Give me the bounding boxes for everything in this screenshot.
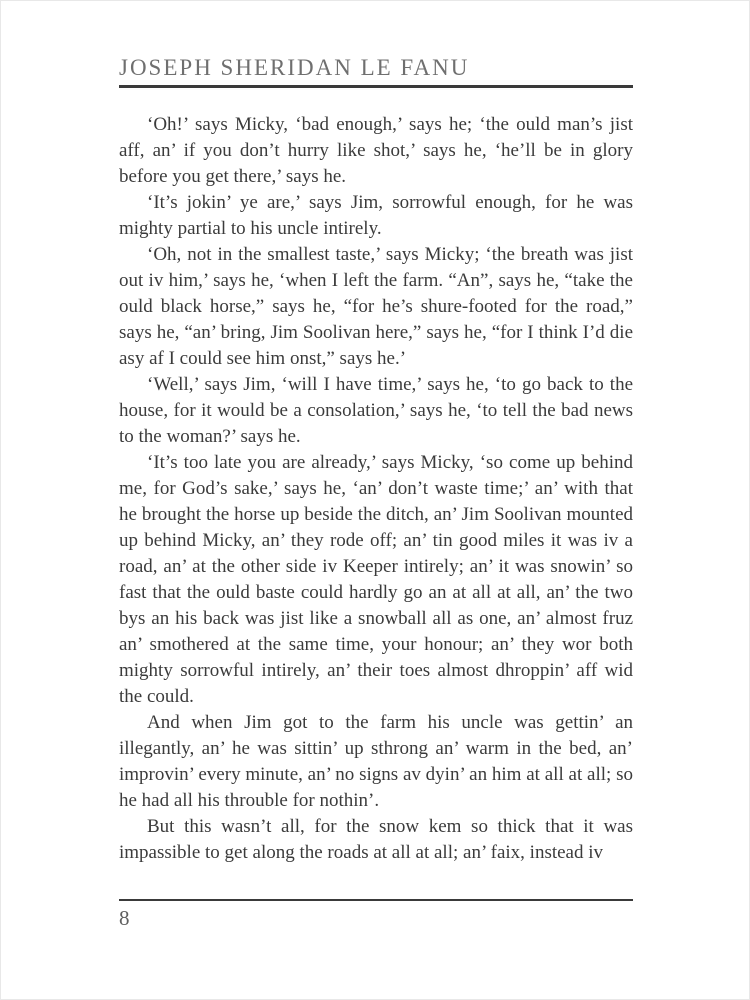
page-number: 8	[119, 906, 130, 930]
footer-rule	[119, 899, 633, 901]
paragraph: ‘It’s too late you are already,’ says Micky, ‘so come up behind me, for God’s sake,’ says he, ‘an’ don’t waste time;’ an’ with that he brought the horse up beside the ditch, an’ Jim Soolivan mounted up behind Micky, an’ they rode off; an’ tin good miles it was iv a road, an’ at the other side iv Keeper intirely; an’ it was snowin’ so fast that the ould baste could hardly go an at all at all, an’ the two bys an his back was jist like a snowball all as one, an’ almost fruz an’ smothered at the same time, your honour; an’ they wor both mighty sorrowful intirely, an’ their toes almost dhroppin’ aff wid the could.	[119, 452, 633, 707]
paragraph: ‘Oh!’ says Micky, ‘bad enough,’ says he; ‘the ould man’s jist aff, an’ if you don’t hurry like shot,’ says he, ‘he’ll be in glory before you get there,’ says he.	[119, 114, 633, 187]
header-rule	[119, 85, 633, 88]
paragraph: But this wasn’t all, for the snow kem so thick that it was impassible to get along the roads at all at all; an’ faix, instead iv	[119, 816, 633, 863]
running-header-author: JOSEPH SHERIDAN LE FANU	[119, 55, 470, 80]
body-text	[119, 112, 633, 866]
paragraph: ‘Well,’ says Jim, ‘will I have time,’ says he, ‘to go back to the house, for it would be a consolation,’ says he, ‘to tell the bad news to the woman?’ says he.	[119, 374, 633, 447]
paragraph: ‘Oh, not in the smallest taste,’ says Micky; ‘the breath was jist out iv him,’ says he, ‘when I left the farm. “An”, says he, “take the ould black horse,” says he, “for he’s shure-footed for the road,” says he, “an’ bring, Jim Soolivan here,” says he, “for I think I’d die asy af I could see him onst,” says he.’	[119, 244, 633, 369]
paragraph: ‘It’s jokin’ ye are,’ says Jim, sorrowful enough, for he was mighty partial to his uncle intirely.	[119, 192, 633, 239]
paragraph: And when Jim got to the farm his uncle was gettin’ an illegantly, an’ he was sittin’ up sthrong an’ warm in the bed, an’ improvin’ every minute, an’ no signs av dyin’ an him at all at all; so he had all his throuble for nothin’.	[119, 712, 633, 811]
